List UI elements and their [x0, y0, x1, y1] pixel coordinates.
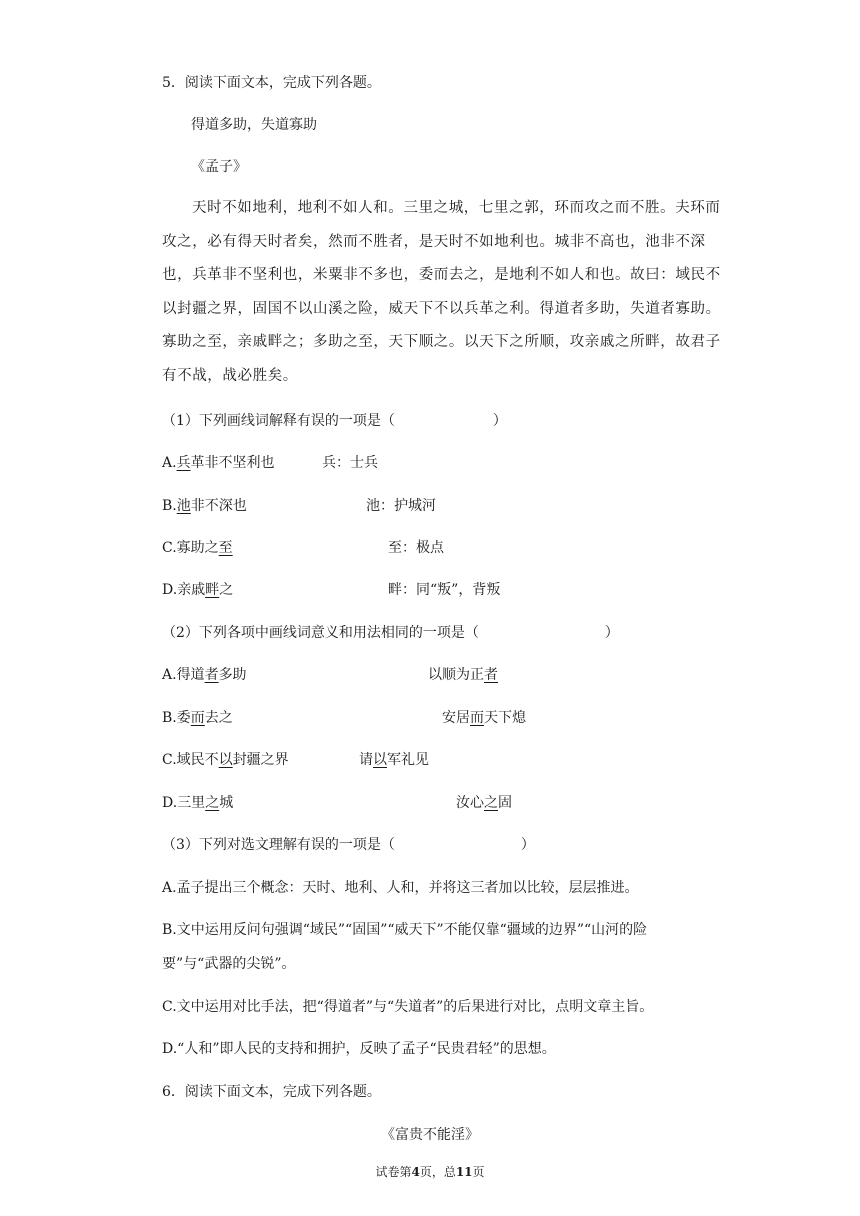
sub3-option-a: A.孟子提出三个概念：天时、地利、人和，并将这三者加以比较，层层推进。 — [162, 880, 639, 896]
sub2-stem: （2）下列各项中画线词意义和用法相同的一项是（ ） — [162, 625, 619, 641]
question-6-header: 6．阅读下面文本，完成下列各题。 — [162, 1084, 381, 1100]
passage-title: 得道多助，失道寡助 — [191, 117, 317, 133]
sub2-option-a-compare: 以顺为正者 — [428, 667, 498, 683]
sub1-option-d-gloss: 畔：同“叛”，背叛 — [388, 582, 501, 598]
sub1-option-d: D.亲戚畔之 — [162, 582, 234, 598]
sub3-option-d: D.“人和”即人民的支持和拥护，反映了孟子“民贵君轻”的思想。 — [162, 1041, 556, 1057]
sub3-option-c: C.文中运用对比手法，把“得道者”与“失道者”的后果进行对比，点明文章主旨。 — [162, 999, 654, 1015]
sub3-option-b-line2: 要”与“武器的尖锐”。 — [162, 956, 296, 972]
sub2-option-d-compare: 汝心之固 — [456, 795, 512, 811]
sub2-option-c: C.域民不以封疆之界 — [162, 752, 289, 768]
sub1-option-c-gloss: 至：极点 — [388, 540, 444, 556]
sub2-option-b-compare: 安居而天下熄 — [442, 710, 526, 726]
sub2-option-b: B.委而去之 — [162, 710, 233, 726]
sub2-option-c-compare: 请以军礼见 — [359, 752, 429, 768]
passage-text: 天时不如地利，地利不如人和。三里之城，七里之郭，环而攻之而不胜。夫环而攻之，必有得天时者矣，然而不胜者，是天时不如地利也。城非不高也，池非不深也，兵革非不坚利也，米粟非不多也，委而去之，是地利不如人和也。故曰：域民不以封疆之界，固国不以山溪之险，威天下不以兵革之利。得道者多助，失道者寡助。寡助之至，亲戚畔之；多助之至，天下顺之。以天下之所顺，攻亲戚之所畔，故君子有不战，战必胜矣。 — [162, 200, 721, 384]
question-5-header: 5．阅读下面文本，完成下列各题。 — [162, 75, 381, 91]
sub2-option-d: D.三里之城 — [162, 795, 234, 811]
sub1-option-a: A.兵革非不坚利也 — [162, 455, 275, 471]
question-6-title: 《富贵不能淫》 — [381, 1127, 479, 1143]
sub3-option-b-line1: B.文中运用反问句强调“域民”“固国”“威天下”不能仅靠“疆域的边界”“山河的险 — [162, 922, 648, 938]
sub1-option-a-gloss: 兵：士兵 — [322, 455, 378, 471]
sub1-stem: （1）下列画线词解释有误的一项是（ ） — [162, 413, 507, 429]
passage-source: 《孟子》 — [191, 159, 247, 175]
sub1-option-b-gloss: 池：护城河 — [366, 498, 436, 514]
sub2-option-a: A.得道者多助 — [162, 667, 247, 683]
sub1-option-c: C.寡助之至 — [162, 540, 233, 556]
sub1-option-b: B.池非不深也 — [162, 498, 247, 514]
sub3-stem: （3）下列对选文理解有误的一项是（ ） — [162, 837, 535, 853]
page-footer: 试卷第4页，总11页 — [375, 1165, 485, 1179]
